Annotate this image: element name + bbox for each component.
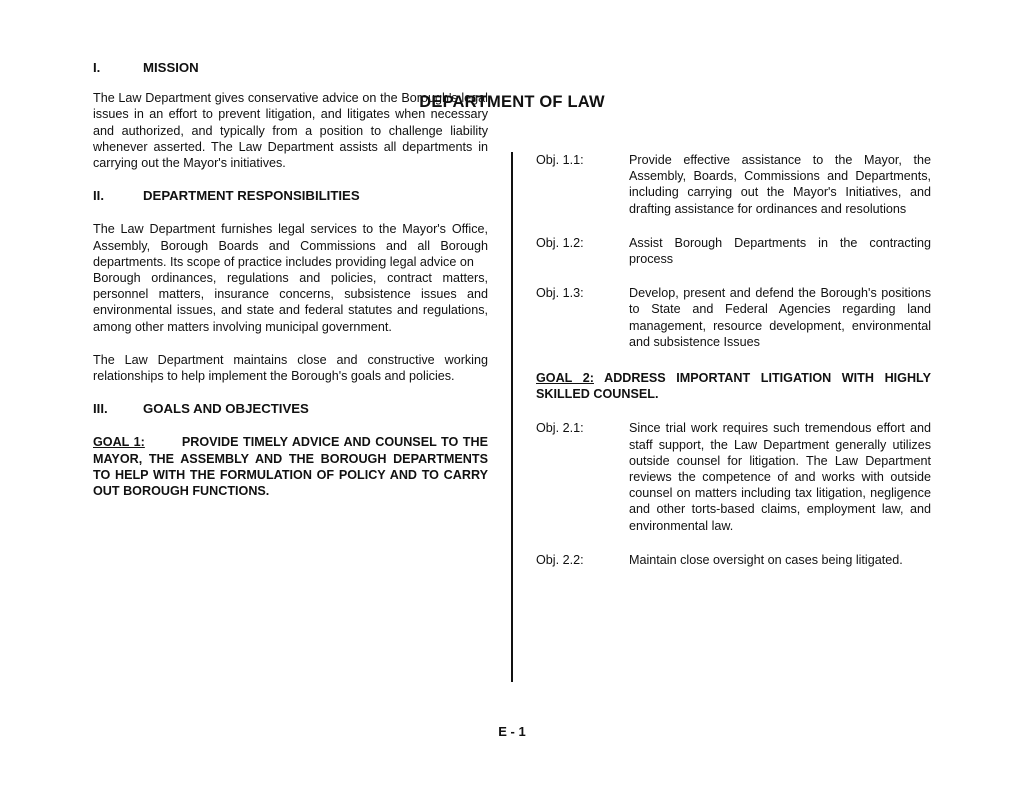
objective-label: Obj. 2.1: <box>536 421 584 436</box>
objective-label: Obj. 1.2: <box>536 235 584 250</box>
objective-text: Since trial work requires such tremendous effort and staff support, the Law Department generally utilizes outside counsel for litigation. The Law Department reviews the competence of and works with outside counsel on matters including tax litigation, negligence and other torts-based claims, employment law, and environmental law. <box>629 421 931 533</box>
responsibilities-paragraph-1: The Law Department furnishes legal services to the Mayor's Office, Assembly, Borough Boards and Commissions and all Borough departments. Its scope of practice includes providing legal advice on <box>93 222 488 269</box>
objective-label: Obj. 1.3: <box>536 286 584 301</box>
mission-paragraph: The Law Department gives conservative advice on the Borough's legal issues in an effort to prevent litigation, and litigates when necessary and authorized, and typically from a position to challenge liability whenever asserted. The Law Department assists all departments in carrying out the Mayor's initiatives. <box>93 91 488 171</box>
goal-text: PROVIDE TIMELY ADVICE AND COUNSEL TO THE MAYOR, THE ASSEMBLY AND THE BOROUGH DEPARTMENTS TO HELP WITH THE FORMULATION OF POLICY AND TO CARRY OUT BOROUGH FUNCTIONS. <box>93 435 488 499</box>
left-column <box>93 0 488 499</box>
goal-1 <box>93 434 488 499</box>
objective-text: Provide effective assistance to the Mayor, the Assembly, Boards, Commissions and Departments, including carrying out the Mayor's Initiatives, and drafting assistance for ordinances and resolutions <box>629 153 931 216</box>
section-number: I. <box>93 60 101 75</box>
section-number: II. <box>93 188 104 204</box>
section-title: GOALS AND OBJECTIVES <box>143 401 309 417</box>
objective-label: Obj. 1.1: <box>536 153 584 167</box>
goal-text: ADDRESS IMPORTANT LITIGATION WITH HIGHLY SKILLED COUNSEL. <box>536 371 931 402</box>
objective-2-2 <box>536 552 931 568</box>
page-title: DEPARTMENT OF LAW <box>419 93 605 111</box>
objective-label: Obj. 2.2: <box>536 552 584 567</box>
objective-2-1 <box>536 420 931 533</box>
responsibilities-paragraph-3: The Law Department maintains close and constructive working relationships to help implement the Borough's goals and policies. <box>93 352 488 384</box>
objective-1-1 <box>536 152 931 217</box>
column-divider <box>511 152 513 682</box>
goal-label: GOAL 2: <box>536 371 594 386</box>
objective-1-3 <box>536 285 931 350</box>
objective-text: Develop, present and defend the Borough's positions to State and Federal Agencies regarding land management, resource development, environmental and subsistence Issues <box>629 286 931 349</box>
section-heading-responsibilities <box>93 188 488 204</box>
section-heading-goals <box>93 401 488 417</box>
section-heading-mission <box>93 60 488 76</box>
page-number: E - 1 <box>498 724 526 739</box>
objective-text: Maintain close oversight on cases being litigated. <box>629 552 903 567</box>
goal-2 <box>536 370 931 402</box>
section-number: III. <box>93 401 108 417</box>
right-column <box>536 0 931 568</box>
responsibilities-paragraph-2: Borough ordinances, regulations and policies, contract matters, personnel matters, insurance concerns, subsistence issues and environmental issues, and state and federal statutes and regulations, among other matters involving municipal government. <box>93 271 488 334</box>
objective-text: Assist Borough Departments in the contracting process <box>629 235 931 267</box>
section-title: MISSION <box>143 60 199 75</box>
section-title: DEPARTMENT RESPONSIBILITIES <box>143 188 360 204</box>
objective-1-2 <box>536 235 931 267</box>
goal-label: GOAL 1: <box>93 435 145 450</box>
